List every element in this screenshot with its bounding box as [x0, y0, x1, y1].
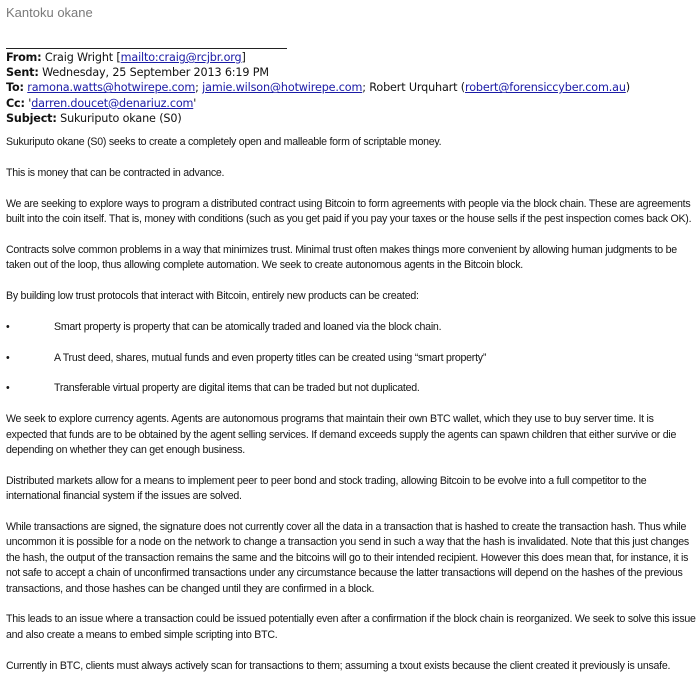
header-divider — [6, 48, 287, 49]
email-body — [6, 135, 696, 689]
bullet-text: Transferable virtual property are digital items that can be traded but not duplicated. — [54, 382, 420, 395]
to-recipient-link[interactable]: ramona.watts@hotwirepe.com — [27, 81, 196, 95]
sent-label: Sent: — [6, 66, 39, 80]
body-paragraph: While transactions are signed, the signature does not currently cover all the data in a transaction that is hashed to create the transaction hash. Thus while uncommon it is possible for a node on the network to change a transaction you send in such a way that the hash is invalidated. Note that this just changes the hash, the output of the transaction remains the same and the bitcoins will go to their intended recipient. However this does mean that, for instance, it is not safe to accept a chain of unconfirmed transactions under any circumstance because the latter transactions will depend on the hashes of the previous transactions, and those hashes can be changed until they are confirmed in a block. — [6, 521, 689, 595]
body-paragraph: Contracts solve common problems in a way that minimizes trust. Minimal trust often makes things more convenient by allowing human judgments to be taken out of the loop, thus allowing complete automation. We seek to create autonomous agents in the Bitcoin block. — [6, 243, 677, 272]
bullet-icon: • — [6, 351, 10, 364]
body-paragraph: We are seeking to explore ways to program a distributed contract using Bitcoin to form agreements with people via the block chain. These are agreements built into the coin itself. That is, money with conditions (such as you get paid if you pay your taxes or the house sells if the pest inspection comes back OK). — [6, 197, 692, 225]
bullet-text: Smart property is property that can be atomically traded and loaned via the block chain. — [54, 320, 442, 333]
bullet-item — [6, 381, 696, 396]
subject-value: Sukuriputo okane (S0) — [60, 111, 182, 125]
body-paragraph: We seek to explore currency agents. Agents are autonomous programs that maintain their own BTC wallet, which they use to buy server time. It is expected that funds are to be obtained by the agent selling services. If demand exceeds supply the agents can spawn children that either survive or die depending on whether they can get enough business. — [6, 413, 677, 456]
cc-recipient-link[interactable]: darren.doucet@denariuz.com — [31, 96, 194, 110]
body-paragraph: Currently in BTC, clients must always actively scan for transactions to them; assuming a txout exists because the client created it previously is unsafe. — [6, 659, 671, 672]
document-title: Kantoku okane — [6, 5, 93, 20]
body-paragraph: Sukuriputo okane (S0) seeks to create a completely open and malleable form of scriptable money. — [6, 136, 442, 148]
body-paragraph: This leads to an issue where a transaction could be issued potentially even after a confirmation if the block chain is reorganized. We seek to solve this issue and also create a means to embed simple scripting into BTC. — [6, 613, 696, 641]
to-recipient-name: Robert Urquhart — [369, 81, 458, 95]
bullet-icon: • — [6, 320, 10, 333]
bullet-item — [6, 320, 696, 335]
to-row: To: ramona.watts@hotwirepe.com; jamie.wilson@hotwirepe.com; Robert Urquhart (robert@forensiccyber.com.au) — [6, 81, 631, 95]
from-email-link[interactable]: mailto:craig@rcjbr.org — [120, 51, 242, 64]
body-paragraph: Distributed markets allow for a means to implement peer to peer bond and stock trading, allowing Bitcoin to be evolve into a full competitor to the international financial system if the issues are solved. — [6, 474, 647, 503]
body-paragraph: By building low trust protocols that interact with Bitcoin, entirely new products can be created: — [6, 290, 419, 302]
cc-label: Cc: — [6, 96, 25, 110]
to-label: To: — [6, 81, 24, 95]
from-row: From: Craig Wright [mailto:craig@rcjbr.org] — [6, 51, 246, 64]
sent-value: Wednesday, 25 September 2013 6:19 PM — [42, 66, 269, 80]
subject-row — [6, 111, 630, 126]
sent-row — [6, 65, 630, 80]
email-header — [6, 50, 630, 126]
from-label: From: — [6, 51, 42, 64]
subject-label: Subject: — [6, 111, 57, 125]
bullet-text: A Trust deed, shares, mutual funds and even property titles can be created using “smart property” — [54, 351, 487, 364]
bullet-icon: • — [6, 382, 10, 395]
bullet-item — [6, 351, 696, 366]
body-paragraph: This is money that can be contracted in advance. — [6, 166, 225, 179]
from-name: Craig Wright — [44, 51, 113, 64]
to-recipient-link[interactable]: jamie.wilson@hotwirepe.com — [202, 81, 363, 95]
cc-row: Cc: 'darren.doucet@denariuz.com' — [6, 96, 197, 110]
to-recipient-link[interactable]: robert@forensiccyber.com.au — [465, 81, 626, 95]
